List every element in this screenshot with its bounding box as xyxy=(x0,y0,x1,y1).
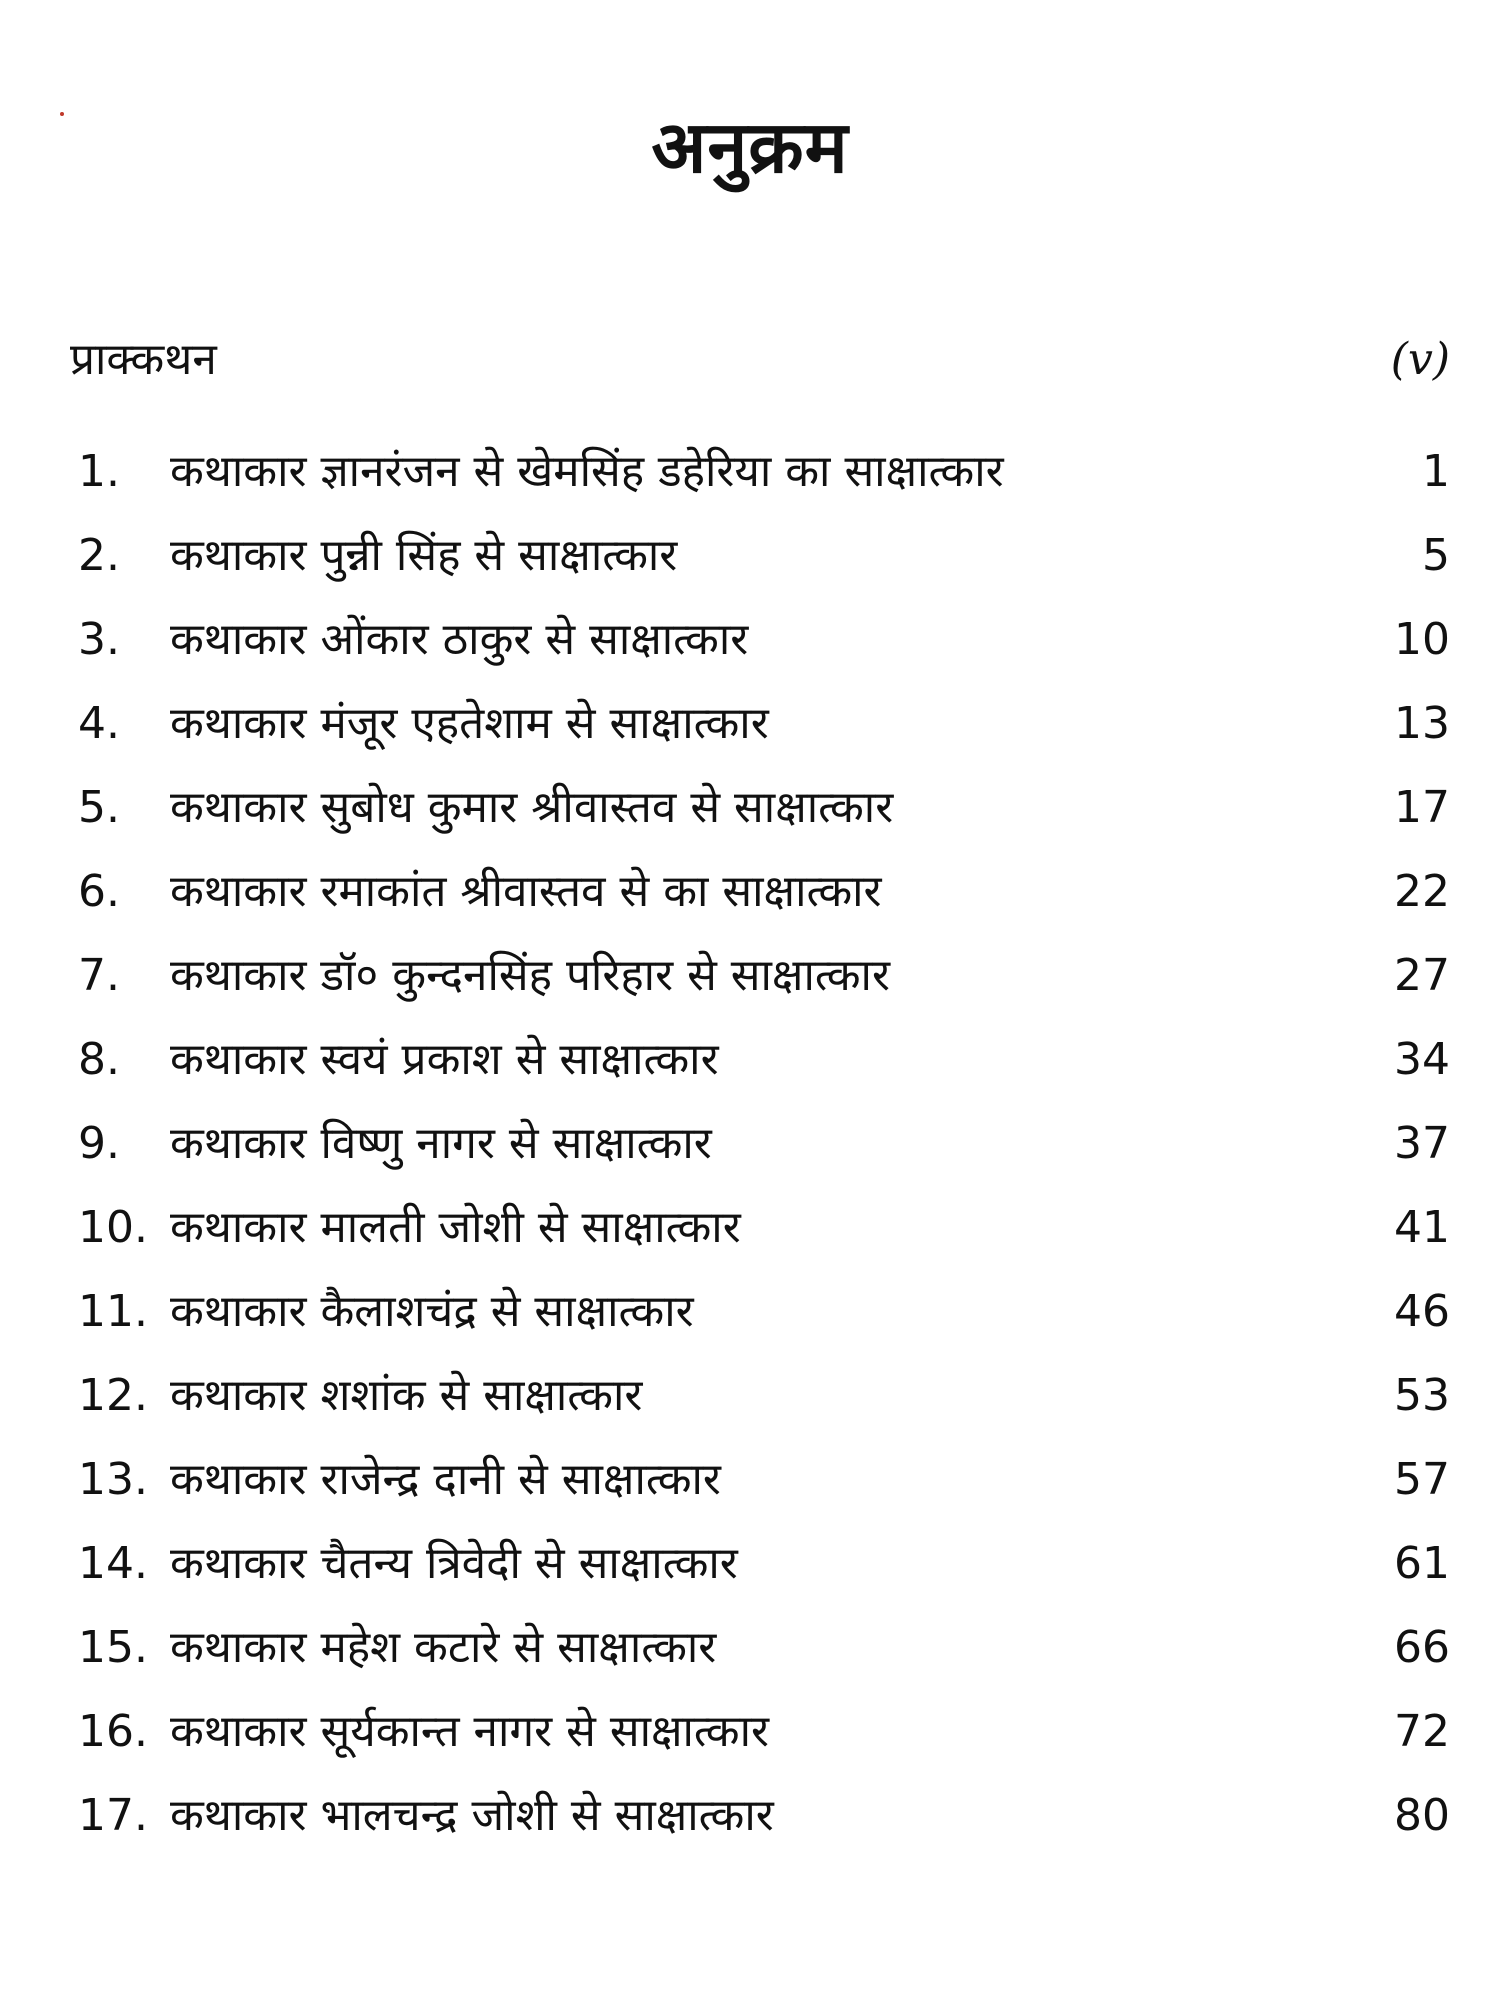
toc-entry xyxy=(70,934,1450,1018)
toc-entry xyxy=(70,1102,1450,1186)
toc-entry-number: 2. xyxy=(78,530,120,581)
toc-entries xyxy=(70,430,1450,1858)
toc-entry xyxy=(70,1186,1450,1270)
toc-entry xyxy=(70,766,1450,850)
toc-entry-number: 13. xyxy=(78,1454,148,1505)
toc-entry xyxy=(70,1606,1450,1690)
toc-entry-title: कथाकार पुन्नी सिंह से साक्षात्कार xyxy=(170,530,678,581)
toc-entry-title: कथाकार विष्णु नागर से साक्षात्कार xyxy=(170,1118,712,1169)
toc-entry xyxy=(70,514,1450,598)
toc-entry-title: कथाकार रमाकांत श्रीवास्तव से का साक्षात्कार xyxy=(170,866,882,917)
toc-entry-page: 66 xyxy=(1394,1622,1450,1673)
toc-entry xyxy=(70,598,1450,682)
toc-entry-title: कथाकार स्वयं प्रकाश से साक्षात्कार xyxy=(170,1034,719,1085)
toc-entry-page: 10 xyxy=(1394,614,1450,665)
toc-entry-title: कथाकार चैतन्य त्रिवेदी से साक्षात्कार xyxy=(170,1538,738,1589)
toc-entry-page: 46 xyxy=(1394,1286,1450,1337)
toc-entry-title: कथाकार ओंकार ठाकुर से साक्षात्कार xyxy=(170,614,749,665)
toc-entry-page: 37 xyxy=(1394,1118,1450,1169)
toc-entry xyxy=(70,850,1450,934)
toc-entry-number: 5. xyxy=(78,782,120,833)
toc-entry-page: 34 xyxy=(1394,1034,1450,1085)
toc-entry-page: 1 xyxy=(1422,446,1450,497)
toc-entry-title: कथाकार राजेन्द्र दानी से साक्षात्कार xyxy=(170,1454,721,1505)
toc-entry-title: कथाकार कैलाशचंद्र से साक्षात्कार xyxy=(170,1286,694,1337)
toc-entry-number: 15. xyxy=(78,1622,148,1673)
toc-entry-number: 4. xyxy=(78,698,120,749)
toc-entry xyxy=(70,1354,1450,1438)
toc-entry-page: 17 xyxy=(1394,782,1450,833)
toc-entry-number: 3. xyxy=(78,614,120,665)
toc-entry-number: 10. xyxy=(78,1202,148,1253)
toc-entry-number: 7. xyxy=(78,950,120,1001)
toc-entry-number: 12. xyxy=(78,1370,148,1421)
table-of-contents xyxy=(70,320,1450,1858)
toc-entry-number: 6. xyxy=(78,866,120,917)
toc-entry-title: कथाकार ज्ञानरंजन से खेमसिंह डहेरिया का साक्षात्कार xyxy=(170,446,1004,497)
toc-entry-page: 57 xyxy=(1394,1454,1450,1505)
toc-entry-page: 80 xyxy=(1394,1790,1450,1841)
toc-entry xyxy=(70,430,1450,514)
toc-entry-title: कथाकार मंजूर एहतेशाम से साक्षात्कार xyxy=(170,698,769,749)
toc-entry xyxy=(70,1438,1450,1522)
toc-entry-page: 5 xyxy=(1422,530,1450,581)
toc-foreword-page: (v) xyxy=(1390,334,1450,385)
toc-entry-number: 17. xyxy=(78,1790,148,1841)
toc-entry xyxy=(70,1270,1450,1354)
toc-entry-page: 13 xyxy=(1394,698,1450,749)
toc-entry-title: कथाकार भालचन्द्र जोशी से साक्षात्कार xyxy=(170,1790,774,1841)
toc-entry xyxy=(70,1690,1450,1774)
toc-entry-page: 53 xyxy=(1394,1370,1450,1421)
toc-entry xyxy=(70,1018,1450,1102)
toc-entry-title: कथाकार डॉ० कुन्दनसिंह परिहार से साक्षात्कार xyxy=(170,950,890,1001)
toc-entry xyxy=(70,682,1450,766)
toc-entry-title: कथाकार महेश कटारे से साक्षात्कार xyxy=(170,1622,717,1673)
toc-entry-page: 72 xyxy=(1394,1706,1450,1757)
toc-entry-title: कथाकार मालती जोशी से साक्षात्कार xyxy=(170,1202,741,1253)
toc-entry-number: 1. xyxy=(78,446,120,497)
toc-entry-page: 41 xyxy=(1394,1202,1450,1253)
toc-entry-title: कथाकार शशांक से साक्षात्कार xyxy=(170,1370,643,1421)
toc-entry-number: 14. xyxy=(78,1538,148,1589)
toc-entry xyxy=(70,1774,1450,1858)
toc-entry-number: 9. xyxy=(78,1118,120,1169)
toc-entry xyxy=(70,1522,1450,1606)
toc-entry-page: 22 xyxy=(1394,866,1450,917)
page-title: अनुक्रम xyxy=(651,105,849,189)
toc-entry-page: 61 xyxy=(1394,1538,1450,1589)
toc-entry-title: कथाकार सुबोध कुमार श्रीवास्तव से साक्षात्कार xyxy=(170,782,894,833)
toc-entry-number: 11. xyxy=(78,1286,148,1337)
toc-entry-title: कथाकार सूर्यकान्त नागर से साक्षात्कार xyxy=(170,1706,769,1757)
toc-foreword-row xyxy=(70,320,1450,430)
toc-entry-page: 27 xyxy=(1394,950,1450,1001)
toc-entry-number: 16. xyxy=(78,1706,148,1757)
toc-entry-number: 8. xyxy=(78,1034,120,1085)
toc-foreword-label: प्राक्कथन xyxy=(70,334,217,385)
